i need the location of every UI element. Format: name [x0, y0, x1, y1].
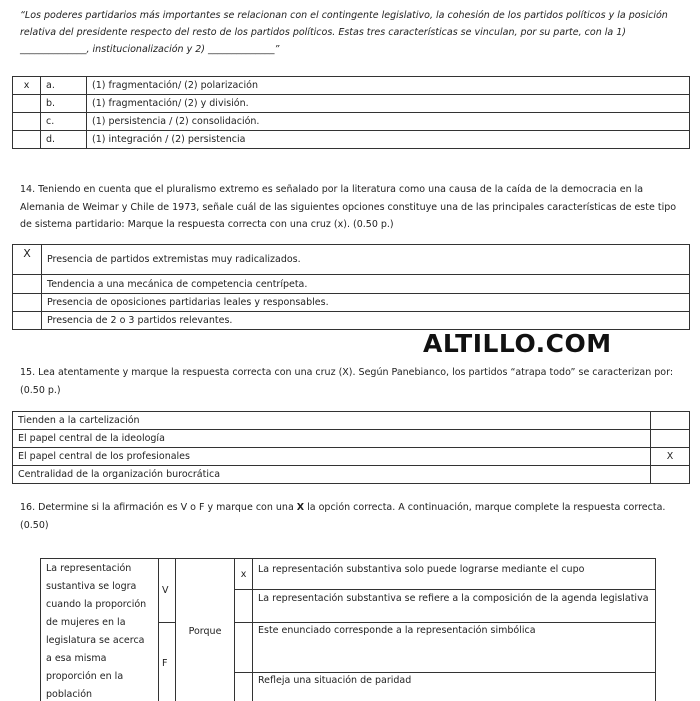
q16-line1: [20, 499, 695, 517]
q16-line1-pre: 16. Determine si la afirmación es V o F y marque con una: [20, 502, 297, 513]
q16-reason-2: La representación substantiva se refiere a la composición de la agenda legislativa: [253, 590, 656, 623]
q16-line1-bold: X: [296, 502, 305, 513]
q13-mark-a[interactable]: x: [13, 77, 41, 95]
q13-letter-d: d.: [41, 131, 87, 149]
q13-option-b: (1) fragmentación/ (2) y división.: [87, 95, 690, 113]
q16-mark-2[interactable]: [235, 590, 253, 623]
q13-option-c: (1) persistencia / (2) consolidación.: [87, 113, 690, 131]
q14-option-3: Presencia de oposiciones partidarias leales y responsables.: [42, 294, 690, 312]
watermark-logo: ALTILLO.COM: [423, 329, 612, 358]
q14-mark-1[interactable]: X: [13, 245, 42, 275]
q15-options-table: [12, 411, 690, 484]
q15-mark-1[interactable]: [651, 412, 690, 430]
q13-line2: relativa del presidente respecto del resto de los partidos políticos. Estas tres características se vinculan, por su parte, con la 1): [20, 27, 626, 38]
q14-option-4: Presencia de 2 o 3 partidos relevantes.: [42, 312, 690, 330]
q16-mark-4[interactable]: [235, 673, 253, 701]
q15-option-4: Centralidad de la organización burocrática: [13, 466, 651, 484]
q15-line1: 15. Lea atentamente y marque la respuesta correcta con una cruz (X). Según Panebianco, los partidos “atrapa todo” se caracterizan por:: [20, 367, 674, 378]
q16-text: [20, 499, 695, 535]
q13-option-a: (1) fragmentación/ (2) polarización: [87, 77, 690, 95]
q16-v-option[interactable]: V: [159, 559, 176, 623]
q14-line3: de sistema partidario: Marque la respuesta correcta con una cruz (x). (0.50 p.): [20, 219, 394, 230]
q16-f-option[interactable]: F: [159, 623, 176, 701]
q13-options-table: [12, 76, 690, 149]
q14-options-table: [12, 244, 690, 330]
q15-mark-3[interactable]: X: [651, 448, 690, 466]
q14-line1: 14. Teniendo en cuenta que el pluralismo extremo es señalado por la literatura como una causa de la caída de la democracia en la: [20, 184, 644, 195]
q16-reason-4: Refleja una situación de paridad: [253, 673, 656, 701]
q13-mark-b[interactable]: [13, 95, 41, 113]
q14-option-2: Tendencia a una mecánica de competencia centrípeta.: [42, 275, 690, 294]
q14-mark-2[interactable]: [13, 275, 42, 294]
q15-option-1: Tienden a la cartelización: [13, 412, 651, 430]
q16-reason-1: La representación substantiva solo puede lograrse mediante el cupo: [253, 559, 656, 590]
q16-porque: Porque: [176, 559, 235, 701]
q14-mark-4[interactable]: [13, 312, 42, 330]
q14-option-1: Presencia de partidos extremistas muy radicalizados.: [42, 245, 690, 275]
q15-mark-4[interactable]: [651, 466, 690, 484]
q15-text: [20, 364, 695, 400]
q16-line2: (0.50): [20, 520, 49, 531]
q15-mark-2[interactable]: [651, 430, 690, 448]
q15-option-2: El papel central de la ideología: [13, 430, 651, 448]
q13-mark-c[interactable]: [13, 113, 41, 131]
q13-letter-b: b.: [41, 95, 87, 113]
q15-line2: (0.50 p.): [20, 385, 61, 396]
q16-table: [40, 558, 656, 701]
q13-letter-c: c.: [41, 113, 87, 131]
q16-statement: La representación sustantiva se logra cuando la proporción de mujeres en la legislatura se acerca a esa misma proporción en la población: [41, 559, 159, 701]
q16-reason-3: Este enunciado corresponde a la representación simbólica: [253, 623, 656, 673]
q13-text: [20, 7, 690, 58]
q13-mark-d[interactable]: [13, 131, 41, 149]
q14-line2: Alemania de Weimar y Chile de 1973, señale cuál de las siguientes opciones constituye una de las principales características de este tipo: [20, 201, 677, 213]
q15-option-3: El papel central de los profesionales: [13, 448, 651, 466]
q13-line1: “Los poderes partidarios más importantes se relacionan con el contingente legislativo, la cohesión de los partidos políticos y la posición: [20, 10, 668, 21]
q16-mark-3[interactable]: [235, 623, 253, 673]
q16-mark-1[interactable]: x: [235, 559, 253, 590]
q13-option-d: (1) integración / (2) persistencia: [87, 131, 690, 149]
q14-text: [20, 181, 690, 234]
q16-line1-post: la opción correcta. A continuación, marque complete la respuesta correcta.: [304, 502, 666, 513]
q13-line3: ______________, institucionalización y 2) ______________”: [20, 44, 280, 55]
q13-letter-a: a.: [41, 77, 87, 95]
q14-mark-3[interactable]: [13, 294, 42, 312]
